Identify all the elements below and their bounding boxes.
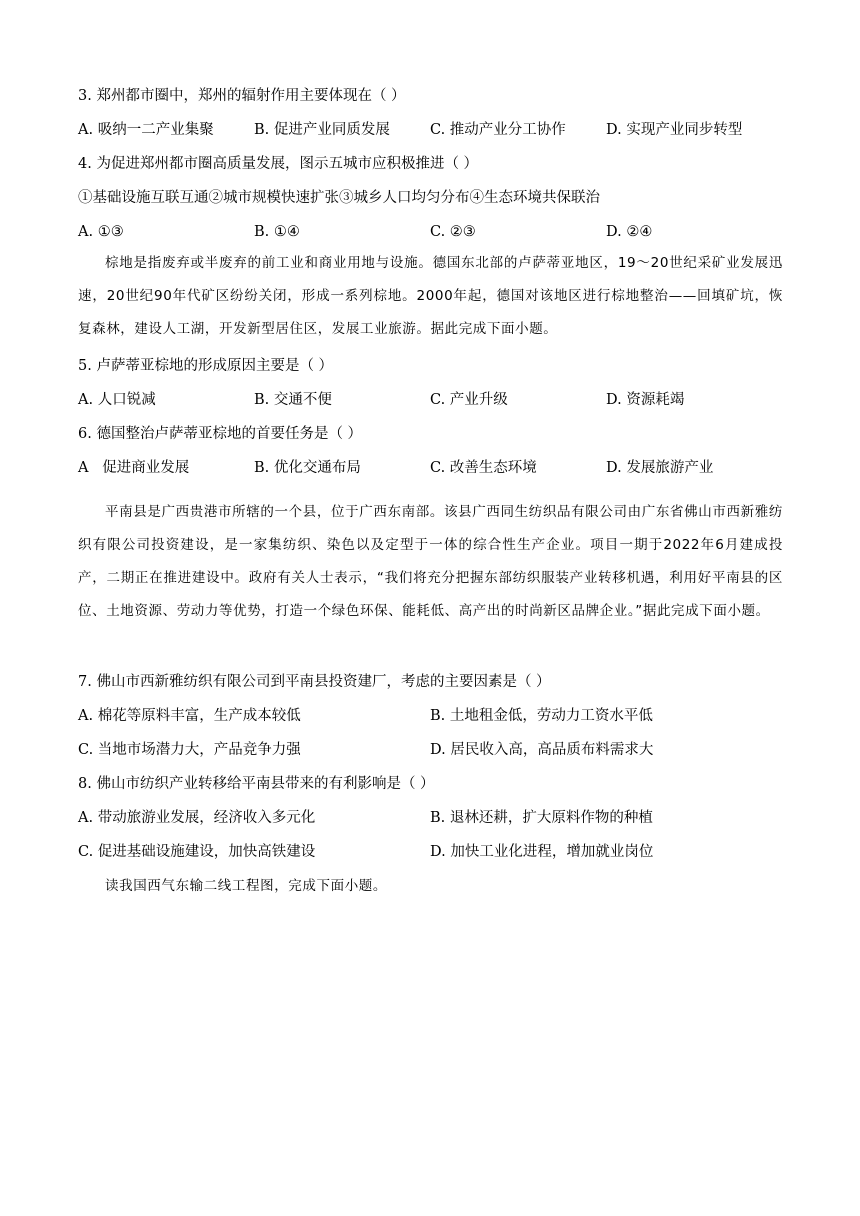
q6-option-a: A 促进商业发展 (78, 460, 190, 476)
question-7-stem: 7. 佛山市西新雅纺织有限公司到平南县投资建厂，考虑的主要因素是（ ） (78, 674, 551, 690)
passage-brownfield: 棕地是指废弃或半废弃的前工业和商业用地与设施。德国东北部的卢萨蒂亚地区，19～20世纪采矿业发展迅速，20世纪90年代矿区纷纷关闭，形成一系列棕地。2000年起，德国对该地区进行棕地整治——回填矿坑，恢复森林，建设人工湖，开发新型居住区，发展工业旅游。据此完成下面小题。 (78, 255, 783, 337)
q3-option-c: C. 推动产业分工协作 (430, 122, 566, 138)
q7-option-d: D. 居民收入高，高品质布料需求大 (430, 742, 654, 758)
q5-option-c: C. 产业升级 (430, 392, 508, 408)
q7-option-a: A. 棉花等原料丰富，生产成本较低 (78, 708, 301, 724)
question-3-stem: 3. 郑州都市圈中，郑州的辐射作用主要体现在（ ） (78, 88, 406, 104)
q6-option-c: C. 改善生态环境 (430, 460, 537, 476)
q7-option-b: B. 土地租金低，劳动力工资水平低 (430, 708, 653, 724)
q4-option-a: A. ①③ (78, 224, 124, 240)
question-8-stem: 8. 佛山市纺织产业转移给平南县带来的有利影响是（ ） (78, 776, 435, 792)
q7-option-c: C. 当地市场潜力大，产品竞争力强 (78, 742, 301, 758)
q8-option-a: A. 带动旅游业发展，经济收入多元化 (78, 810, 316, 826)
q4-option-b: B. ①④ (254, 224, 300, 240)
q5-option-d: D. 资源耗竭 (606, 392, 685, 408)
question-4-stem: 4. 为促进郑州都市圈高质量发展，图示五城市应积极推进（ ） (78, 156, 479, 172)
intro-next-questions: 读我国西气东输二线工程图，完成下面小题。 (105, 878, 387, 894)
q4-option-d: D. ②④ (606, 224, 653, 240)
q8-option-d: D. 加快工业化进程，增加就业岗位 (430, 844, 654, 860)
q8-option-c: C. 促进基础设施建设，加快高铁建设 (78, 844, 316, 860)
question-4-items: ①基础设施互联互通②城市规模快速扩张③城乡人口均匀分布④生态环境共保联治 (78, 190, 600, 206)
q8-option-b: B. 退林还耕，扩大原料作物的种植 (430, 810, 653, 826)
q5-option-a: A. 人口锐减 (78, 392, 156, 408)
q4-option-c: C. ②③ (430, 224, 476, 240)
q5-option-b: B. 交通不便 (254, 392, 332, 408)
q6-option-b: B. 优化交通布局 (254, 460, 361, 476)
q3-option-b: B. 促进产业同质发展 (254, 122, 390, 138)
q3-option-a: A. 吸纳一二产业集聚 (78, 122, 214, 138)
q6-option-d: D. 发展旅游产业 (606, 460, 714, 476)
q3-option-d: D. 实现产业同步转型 (606, 122, 743, 138)
question-5-stem: 5. 卢萨蒂亚棕地的形成原因主要是（ ） (78, 358, 334, 374)
passage-pingnan: 平南县是广西贵港市所辖的一个县，位于广西东南部。该县广西同生纺织品有限公司由广东省佛山市西新雅纺织有限公司投资建设，是一家集纺织、染色以及定型于一体的综合性生产企业。项目一期于2022年6月建成投产，二期正在推进建设中。政府有关人士表示，“我们将充分把握东部纺织服装产业转移机遇，利用好平南县的区位、土地资源、劳动力等优势，打造一个绿色环保、能耗低、高产出的时尚新区品牌企业。”据此完成下面小题。 (78, 504, 783, 619)
question-6-stem: 6. 德国整治卢萨蒂亚棕地的首要任务是（ ） (78, 426, 363, 442)
